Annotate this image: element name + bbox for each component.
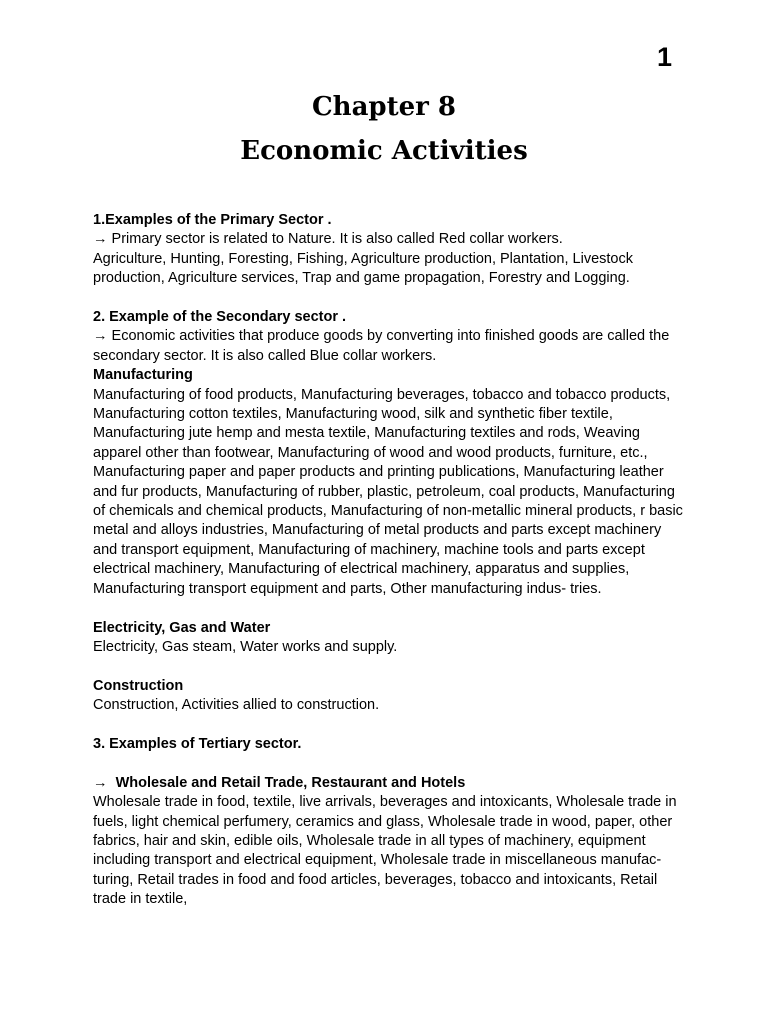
chapter-subtitle: Economic Activities <box>240 136 528 166</box>
arrow-icon: → <box>93 774 108 791</box>
page-number: 1 <box>656 42 672 72</box>
electricity-text: Electricity, Gas steam, Water works and supply. <box>93 638 398 655</box>
secondary-sector-section <box>93 308 683 716</box>
construction-heading: Construction <box>93 677 184 694</box>
chapter-title: Chapter 8 <box>311 92 456 122</box>
manufacturing-heading: Manufacturing <box>93 367 193 384</box>
electricity-heading: Electricity, Gas and Water <box>93 619 271 636</box>
primary-sector-heading: 1.Examples of the Primary Sector . <box>93 212 332 228</box>
secondary-sector-heading: 2. Example of the Secondary sector . <box>93 309 347 326</box>
wholesale-heading-line <box>93 774 683 793</box>
primary-sector-examples: Agriculture, Hunting, Foresting, Fishing, Agriculture production, Plantation, Livestock production, Agriculture services, Trap and game propagation, Forestry and Logging. <box>93 250 633 287</box>
document-body <box>93 211 683 910</box>
arrow-icon: → <box>93 328 108 345</box>
construction-text: Construction, Activities allied to construction. <box>93 697 380 714</box>
manufacturing-text: Manufacturing of food products, Manufacturing beverages, tobacco and tobacco products, Manufacturing cotton textiles, Manufacturing wood, silk and synthetic fiber textile, Manufacturing jute hemp and mesta textile, Manufacturing textiles and rods, Weaving apparel other than footwear, Manufacturing of wood and wood products, furniture, etc., Manufacturing paper and paper products and printing publications, Manufacturing leather and fur products, Manufacturing of rubber, plastic, petroleum, coal products, Manufacturing of chemicals and chemical products, Manufacturing of non-metallic mineral products, r basic metal and alloys industries, Manufacturing of metal products and parts except machinery and transport equipment, Manufacturing of machinery, machine tools and parts except electrical machinery, Manufacturing of electrical machinery, apparatus and supplies, Manufacturing transport equipment and parts, Other manufacturing indus- tries. <box>93 386 683 597</box>
tertiary-sector-section <box>93 735 683 910</box>
wholesale-text: Wholesale trade in food, textile, live arrivals, beverages and intoxicants, Wholesale trade in fuels, light chemical perfumery, ceramics and glass, Wholesale trade in wood, paper, other fabrics, hair and skin, edible oils, Wholesale trade in all types of machinery, equipment including transport and electrical equipment, Wholesale trade in miscellaneous manufac- turing, Retail trades in food and food articles, beverages, tobacco and intoxicants, Retail trade in textile, <box>93 794 677 908</box>
wholesale-heading: Wholesale and Retail Trade, Restaurant and Hotels <box>115 774 466 791</box>
primary-sector-section <box>93 211 683 289</box>
arrow-icon: → <box>93 231 108 248</box>
primary-sector-text <box>93 230 683 249</box>
primary-sector-intro: Primary sector is related to Nature. It is also called Red collar workers. <box>107 231 563 248</box>
tertiary-sector-heading: 3. Examples of Tertiary sector. <box>93 735 302 752</box>
secondary-sector-text <box>93 327 683 366</box>
secondary-sector-intro: Economic activities that produce goods by converting into finished goods are called the secondary sector. It is also called Blue collar workers. <box>93 328 670 364</box>
